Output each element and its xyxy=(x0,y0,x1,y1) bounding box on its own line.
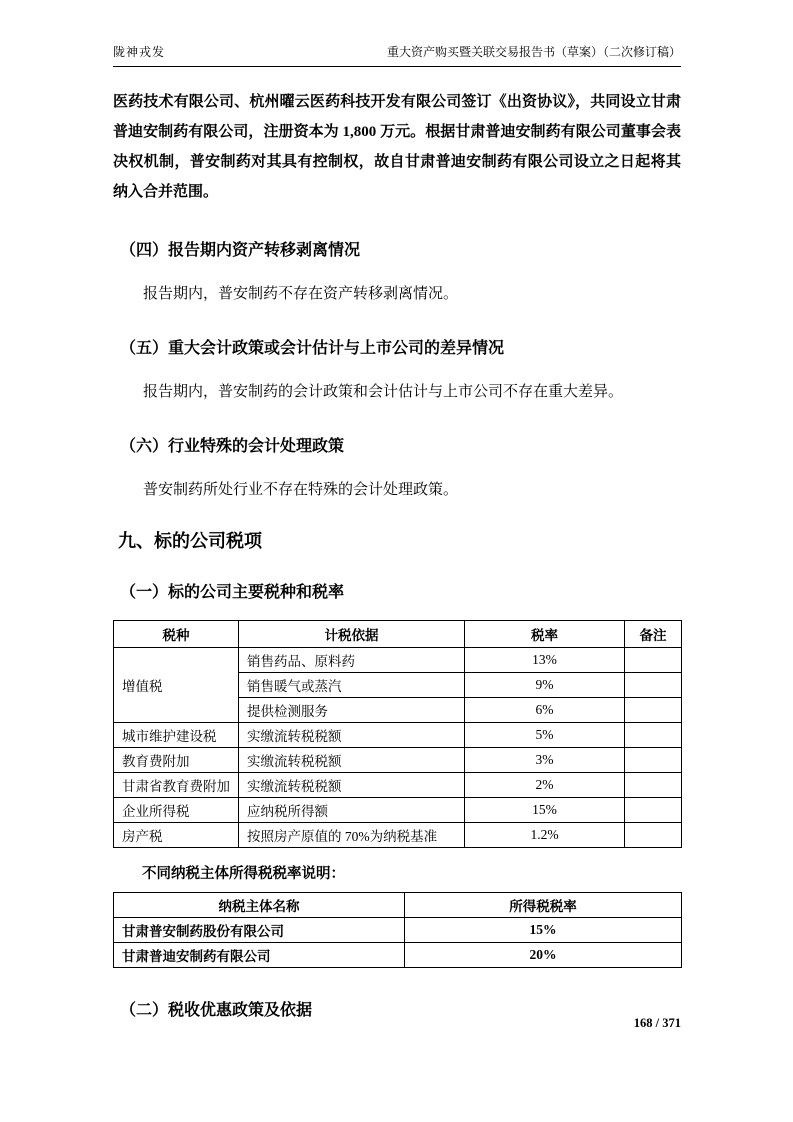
entity-name-cell: 甘肃普迪安制药有限公司 xyxy=(114,943,405,968)
entity-name-cell: 甘肃普安制药股份有限公司 xyxy=(114,918,405,943)
tax-basis-cell: 销售药品、原料药 xyxy=(239,648,465,673)
entity-rate-cell: 20% xyxy=(405,943,682,968)
tax-basis-cell: 实缴流转税税额 xyxy=(239,748,465,773)
tax-note-cell xyxy=(625,798,682,823)
table-row xyxy=(114,943,682,968)
tax-note-cell xyxy=(625,823,682,848)
table-row xyxy=(114,723,682,748)
tax-table-header-basis: 计税依据 xyxy=(239,621,465,648)
tax-basis-cell: 销售暖气或蒸汽 xyxy=(239,673,465,698)
tax-type-cell: 甘肃省教育费附加 xyxy=(114,773,239,798)
income-tax-table-header-row xyxy=(114,893,682,918)
section-4-heading: （四）报告期内资产转移剥离情况 xyxy=(120,242,361,259)
tax-type-cell: 教育费附加 xyxy=(114,748,239,773)
table-row xyxy=(114,648,682,673)
tax-rate-cell: 5% xyxy=(465,723,625,748)
income-tax-header-rate: 所得税税率 xyxy=(405,893,682,918)
tax-table-header-note: 备注 xyxy=(625,621,682,648)
tax-rate-cell: 1.2% xyxy=(465,823,625,848)
tax-rate-cell: 3% xyxy=(465,748,625,773)
table-row xyxy=(114,773,682,798)
tax-rate-cell: 2% xyxy=(465,773,625,798)
section-4-paragraph: 报告期内，普安制药不存在资产转移剥离情况。 xyxy=(143,286,459,302)
page-number: 168 / 371 xyxy=(633,1016,681,1030)
income-tax-header-entity: 纳税主体名称 xyxy=(114,893,405,918)
entity-rate-cell: 15% xyxy=(405,918,682,943)
tax-basis-cell: 提供检测服务 xyxy=(239,698,465,723)
tax-note-cell xyxy=(625,723,682,748)
tax-basis-cell: 实缴流转税税额 xyxy=(239,773,465,798)
tax-basis-cell: 实缴流转税税额 xyxy=(239,723,465,748)
tax-rate-cell: 15% xyxy=(465,798,625,823)
tax-basis-cell: 按照房产原值的 70%为纳税基准 xyxy=(239,823,465,848)
tax-basis-cell: 应纳税所得额 xyxy=(239,798,465,823)
table-row xyxy=(114,918,682,943)
section-5-paragraph: 报告期内，普安制药的会计政策和会计估计与上市公司不存在重大差异。 xyxy=(143,384,624,400)
tax-note-cell xyxy=(625,773,682,798)
tax-note-cell xyxy=(625,648,682,673)
tax-table-header-row xyxy=(114,621,682,648)
tax-note-cell xyxy=(625,673,682,698)
page-footer xyxy=(634,1016,681,1031)
tax-note-cell xyxy=(625,698,682,723)
intro-paragraph: 医药技术有限公司、杭州曜云医药科技开发有限公司签订《出资协议》，共同设立甘肃普迪安制药有限公司，注册资本为 1,800 万元。根据甘肃普迪安制药有限公司董事会表决权机制，普安制药对其具有控制权，故自甘肃普迪安制药有限公司设立之日起将其纳入合并范围。 xyxy=(113,94,681,200)
chapter-9-heading: 九、标的公司税项 xyxy=(118,531,262,551)
tax-rate-cell: 6% xyxy=(465,698,625,723)
table-row xyxy=(114,798,682,823)
header-document-title: 重大资产购买暨关联交易报告书（草案）（二次修订稿） xyxy=(386,45,681,59)
tax-type-cell: 房产税 xyxy=(114,823,239,848)
section-tax-rates-heading: （一）标的公司主要税种和税率 xyxy=(120,584,345,601)
section-6-paragraph: 普安制药所处行业不存在特殊的会计处理政策。 xyxy=(143,482,459,498)
section-5-heading: （五）重大会计政策或会计估计与上市公司的差异情况 xyxy=(120,340,505,357)
tax-rate-cell: 9% xyxy=(465,673,625,698)
section-tax-policy-heading: （二）税收优惠政策及依据 xyxy=(120,1002,313,1019)
section-6-heading: （六）行业特殊的会计处理政策 xyxy=(120,438,345,455)
tax-rate-table xyxy=(113,620,682,848)
tax-type-cell: 企业所得税 xyxy=(114,798,239,823)
header-company-name: 陇神戎发 xyxy=(113,45,166,59)
income-tax-rate-table xyxy=(113,892,682,968)
page-header xyxy=(113,45,681,67)
tax-table-header-rate: 税率 xyxy=(465,621,625,648)
table-row xyxy=(114,823,682,848)
tax-table-header-type: 税种 xyxy=(114,621,239,648)
tax-note-cell xyxy=(625,748,682,773)
table-row xyxy=(114,748,682,773)
tax-rate-cell: 13% xyxy=(465,648,625,673)
income-tax-note: 不同纳税主体所得税税率说明： xyxy=(142,866,345,882)
tax-type-cell: 城市维护建设税 xyxy=(114,723,239,748)
tax-type-cell: 增值税 xyxy=(114,648,239,723)
